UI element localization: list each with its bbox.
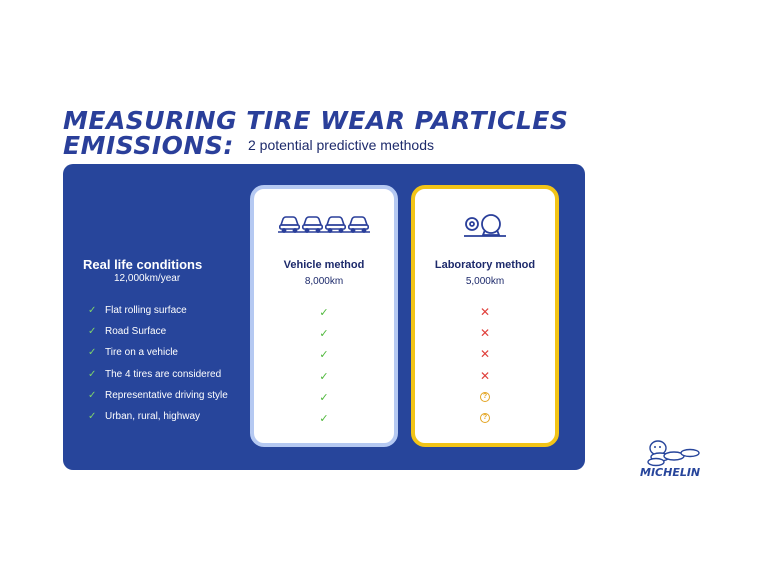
real-life-title: Real life conditions: [83, 257, 203, 272]
question-icon: ?: [415, 392, 555, 402]
check-icon: ✓: [88, 389, 97, 401]
real-life-subtitle: 12,000km/year: [114, 273, 181, 284]
feature-item: [88, 344, 178, 360]
check-icon: ✓: [88, 304, 97, 316]
cross-icon: ✕: [479, 326, 491, 340]
cross-icon: ✕: [479, 347, 491, 361]
feature-label: Tire on a vehicle: [105, 346, 178, 358]
check-icon: ✓: [319, 328, 329, 340]
check-icon: ✓: [88, 325, 97, 337]
laboratory-method-card: [411, 185, 559, 447]
check-icon: ✓: [319, 371, 329, 383]
check-icon: ✓: [88, 410, 97, 422]
vehicle-method-distance: 8,000km: [304, 276, 344, 287]
brand-name: MICHELIN: [640, 466, 701, 479]
check-icon: ✓: [88, 346, 97, 358]
check-icon: ✓: [319, 413, 329, 425]
check-icon: ✓: [319, 392, 329, 404]
feature-label: Representative driving style: [105, 389, 228, 401]
feature-label: The 4 tires are considered: [105, 368, 222, 380]
laboratory-method-title: Laboratory method: [434, 259, 536, 271]
feature-item: [88, 323, 166, 339]
cross-icon: ✕: [479, 369, 491, 383]
check-icon: ✓: [88, 368, 97, 380]
laboratory-method-distance: 5,000km: [465, 276, 505, 287]
subtitle: 2 potential predictive methods: [248, 137, 434, 153]
check-icon: ✓: [319, 307, 329, 319]
cross-icon: ✕: [479, 305, 491, 319]
vehicle-method-card: [250, 185, 398, 447]
feature-label: Road Surface: [105, 325, 167, 337]
tire-drum-icon: [415, 213, 555, 237]
feature-item: [88, 408, 200, 424]
title-line-2: EMISSIONS:: [63, 131, 234, 160]
feature-item: [88, 302, 187, 318]
cars-icon: [254, 213, 394, 233]
feature-item: [88, 387, 228, 403]
title-line-1: MEASURING TIRE WEAR PARTICLES: [63, 106, 569, 135]
feature-label: Flat rolling surface: [105, 304, 187, 316]
feature-item: [88, 366, 221, 382]
feature-label: Urban, rural, highway: [105, 410, 201, 422]
question-icon: ?: [415, 413, 555, 423]
vehicle-method-title: Vehicle method: [283, 259, 365, 271]
check-icon: ✓: [319, 349, 329, 361]
